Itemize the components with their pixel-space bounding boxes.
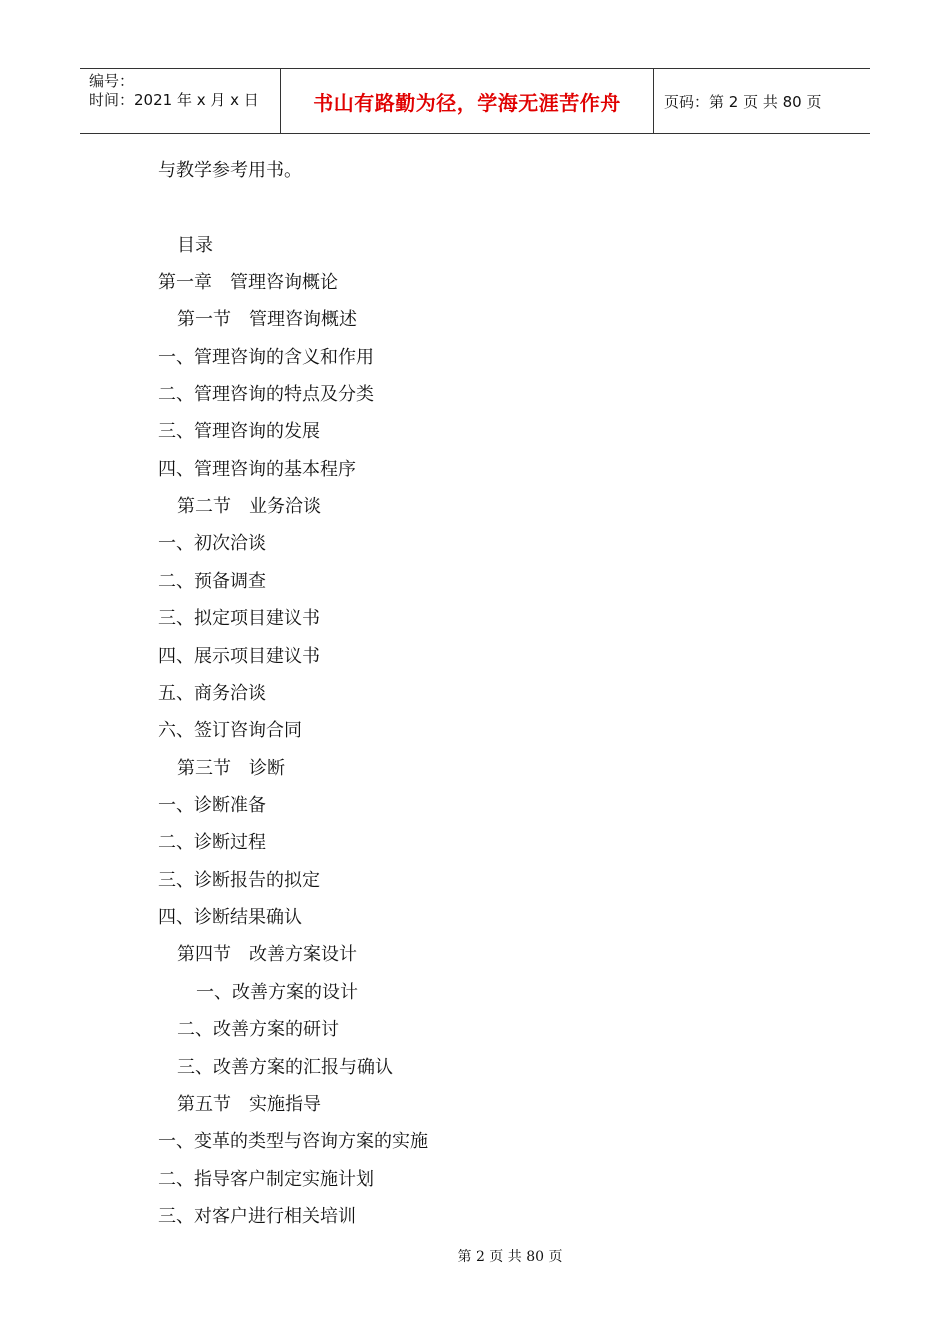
toc-item: 一、管理咨询的含义和作用 [158, 347, 374, 368]
toc-item: 第五节 实施指导 [177, 1094, 321, 1115]
toc-item: 第二节 业务洽谈 [177, 496, 321, 517]
toc-item: 二、预备调查 [158, 571, 266, 592]
toc-item: 三、对客户进行相关培训 [158, 1206, 356, 1227]
header-page-info: 页码：第 2 页 共 80 页 [664, 92, 822, 111]
toc-item: 一、改善方案的设计 [196, 982, 358, 1003]
toc-item: 三、拟定项目建议书 [158, 608, 320, 629]
header-meta [80, 69, 281, 133]
toc-item: 第一章 管理咨询概论 [158, 272, 338, 293]
date-label: 时间：2021 年 x 月 x 日 [89, 91, 259, 109]
toc-item: 一、诊断准备 [158, 795, 266, 816]
header-motto: 书山有路勤为径，学海无涯苦作舟 [281, 69, 654, 133]
toc-item: 四、诊断结果确认 [158, 907, 302, 928]
toc-item: 第一节 管理咨询概述 [177, 309, 357, 330]
toc-item: 四、管理咨询的基本程序 [158, 459, 356, 480]
toc-item: 五、商务洽谈 [158, 683, 266, 704]
toc-item: 一、初次洽谈 [158, 533, 266, 554]
page-footer: 第 2 页 共 80 页 [457, 1249, 563, 1265]
toc-item: 三、改善方案的汇报与确认 [177, 1057, 393, 1078]
toc-item: 二、诊断过程 [158, 832, 266, 853]
toc-item: 二、管理咨询的特点及分类 [158, 384, 374, 405]
toc-item: 四、展示项目建议书 [158, 646, 320, 667]
toc-item: 第三节 诊断 [177, 758, 285, 779]
document-header [80, 68, 870, 134]
toc-item: 第四节 改善方案设计 [177, 944, 357, 965]
toc-item: 三、管理咨询的发展 [158, 421, 320, 442]
code-label: 编号： [89, 72, 135, 90]
intro-text: 与教学参考用书。 [158, 160, 302, 181]
toc-item: 三、诊断报告的拟定 [158, 870, 320, 891]
toc-item: 二、指导客户制定实施计划 [158, 1169, 374, 1190]
toc-title: 目录 [177, 235, 213, 256]
toc-item: 一、变革的类型与咨询方案的实施 [158, 1131, 428, 1152]
toc-item: 六、签订咨询合同 [158, 720, 302, 741]
toc-item: 二、改善方案的研讨 [177, 1019, 339, 1040]
